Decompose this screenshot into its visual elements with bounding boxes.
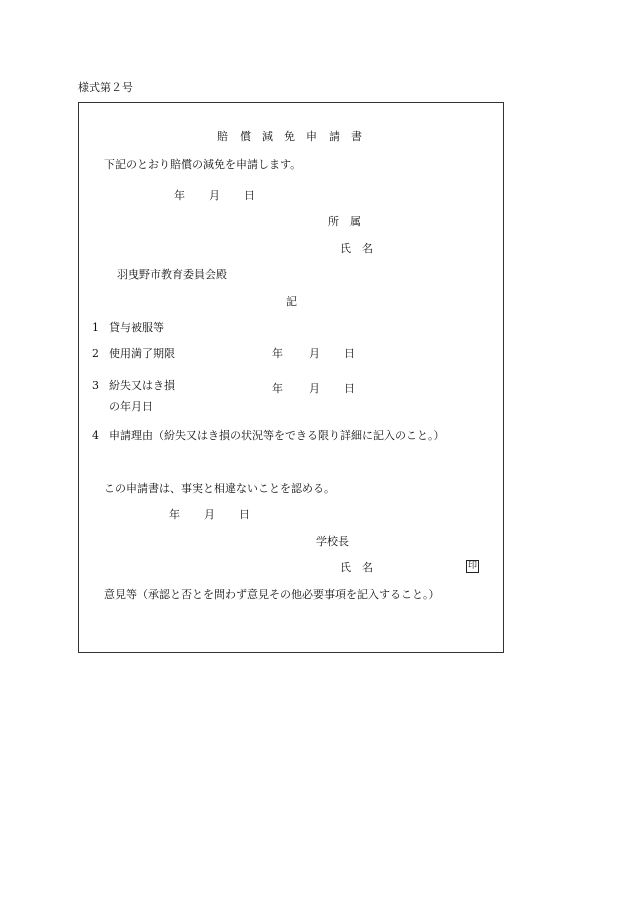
title-char: 申 bbox=[306, 130, 317, 143]
intro-text: 下記のとおり賠償の減免を申請します。 bbox=[104, 158, 302, 171]
item2-number: 2 bbox=[92, 347, 99, 360]
item3-year: 年 bbox=[272, 382, 283, 395]
item1-number: 1 bbox=[92, 321, 99, 334]
item2-day: 日 bbox=[344, 347, 355, 360]
item2-label: 使用満了期限 bbox=[109, 347, 175, 360]
date1-month: 月 bbox=[209, 189, 220, 202]
title-char: 減 bbox=[262, 130, 273, 143]
title-char: 書 bbox=[351, 130, 362, 143]
title-char: 免 bbox=[284, 130, 295, 143]
date1-day: 日 bbox=[244, 189, 255, 202]
date1-year: 年 bbox=[174, 189, 185, 202]
certification-text: この申請書は、事実と相違ないことを認める。 bbox=[104, 482, 335, 495]
item2-year: 年 bbox=[272, 347, 283, 360]
item2-month: 月 bbox=[309, 347, 320, 360]
date2-year: 年 bbox=[169, 508, 180, 521]
date2-day: 日 bbox=[239, 508, 250, 521]
affiliation-label: 所 属 bbox=[328, 215, 361, 228]
item3-month: 月 bbox=[309, 382, 320, 395]
principal-label: 学校長 bbox=[316, 535, 349, 548]
item3-label-line2: の年月日 bbox=[109, 400, 153, 413]
item4-number: 4 bbox=[92, 429, 99, 442]
title-char: 賠 bbox=[217, 130, 228, 143]
name-label: 氏 名 bbox=[340, 242, 373, 255]
form-frame bbox=[78, 102, 504, 653]
form-number: 様式第２号 bbox=[78, 81, 133, 94]
opinion-text: 意見等（承認と否とを問わず意見その他必要事項を記入すること。） bbox=[104, 588, 440, 601]
ki-label: 記 bbox=[286, 295, 297, 308]
title-char: 請 bbox=[329, 130, 340, 143]
seal-box: 印 bbox=[467, 561, 477, 571]
addressee: 羽曳野市教育委員会殿 bbox=[117, 268, 227, 281]
item3-number: 3 bbox=[92, 379, 99, 392]
item4-label: 申請理由（紛失又はき損の状況等をできる限り詳細に記入のこと。） bbox=[109, 429, 445, 442]
title-char: 償 bbox=[240, 130, 251, 143]
principal-name-label: 氏 名 bbox=[340, 561, 373, 574]
item3-day: 日 bbox=[344, 382, 355, 395]
item3-label-line1: 紛失又はき損 bbox=[109, 379, 175, 392]
item1-label: 貸与被服等 bbox=[109, 321, 164, 334]
date2-month: 月 bbox=[204, 508, 215, 521]
